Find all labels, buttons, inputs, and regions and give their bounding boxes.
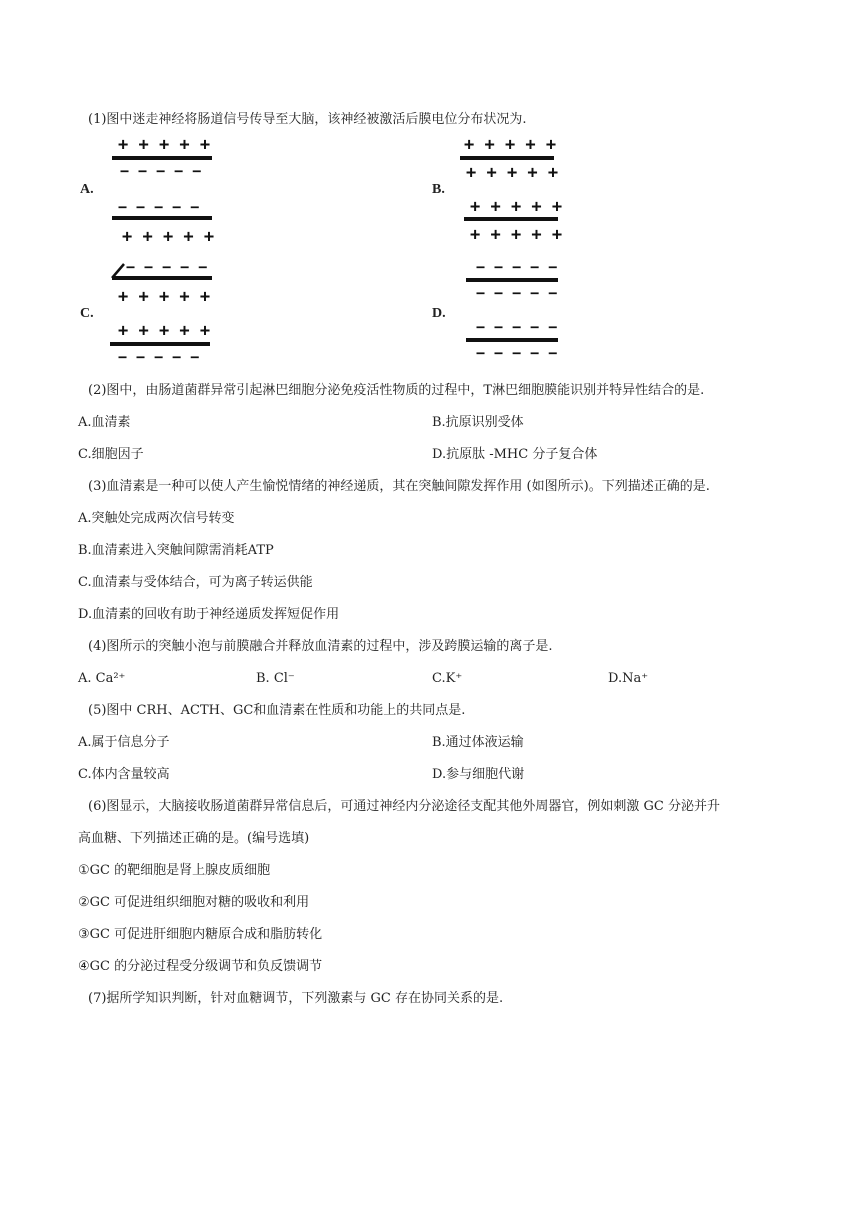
- q5-option-c: C.体内含量较高: [78, 767, 170, 782]
- q1-stem: (1)图中迷走神经将肠道信号传导至大脑，该神经被激活后膜电位分布状况为.: [88, 112, 527, 127]
- membrane-line: [466, 278, 558, 282]
- membrane-line: [464, 217, 558, 221]
- q1-option-b-label: B.: [432, 182, 445, 197]
- membrane-line: [110, 342, 210, 346]
- q7-stem: (7)据所学知识判断，针对血糖调节，下列激素与 GC 存在协同关系的是.: [88, 991, 504, 1006]
- q6-item-4: ④GC 的分泌过程受分级调节和负反馈调节: [78, 959, 323, 974]
- q6-stem-line2: 高血糖、下列描述正确的是。(编号选填): [78, 831, 310, 846]
- q4-option-b: B. Cl⁻: [256, 671, 295, 686]
- membrane-diagram-b: [458, 132, 568, 247]
- minus-row: − − − − −: [476, 344, 558, 362]
- q4-option-c: C.K⁺: [432, 671, 463, 686]
- q5-option-a: A.属于信息分子: [78, 735, 170, 750]
- minus-row: − − − − −: [476, 258, 558, 276]
- membrane-diagram-a: [108, 132, 218, 247]
- q5-stem: (5)图中 CRH、ACTH、GC和血清素在性质和功能上的共同点是.: [88, 703, 466, 718]
- membrane-diagram-c: [108, 256, 218, 366]
- plus-row: + + + + +: [464, 135, 557, 155]
- plus-row: + + + + +: [466, 163, 559, 183]
- q1-option-a-label: A.: [80, 182, 94, 197]
- q1-option-d-label: D.: [432, 306, 446, 321]
- q4-stem: (4)图所示的突触小泡与前膜融合并释放血清素的过程中，涉及跨膜运输的离子是.: [88, 639, 553, 654]
- minus-row: − − − − −: [476, 318, 558, 336]
- plus-row: + + + + +: [118, 135, 211, 155]
- membrane-line: [112, 216, 212, 220]
- plus-row: + + + + +: [118, 287, 211, 307]
- q6-item-3: ③GC 可促进肝细胞内糖原合成和脂肪转化: [78, 927, 323, 942]
- membrane-line: [112, 156, 212, 160]
- q2-option-c: C.细胞因子: [78, 447, 144, 462]
- q2-option-a: A.血清素: [78, 415, 131, 430]
- q5-option-d: D.参与细胞代谢: [432, 767, 525, 782]
- q2-option-d: D.抗原肽 -MHC 分子复合体: [432, 447, 598, 462]
- q3-option-a: A.突触处完成两次信号转变: [78, 511, 235, 526]
- q3-stem: (3)血清素是一种可以使人产生愉悦情绪的神经递质，其在突触间隙发挥作用 (如图所示)。下列描述正确的是.: [88, 479, 710, 494]
- minus-row: − − − − −: [476, 284, 558, 302]
- membrane-line: [460, 156, 554, 160]
- plus-row: + + + + +: [122, 227, 215, 247]
- q6-item-2: ②GC 可促进组织细胞对糖的吸收和利用: [78, 895, 310, 910]
- q6-item-1: ①GC 的靶细胞是肾上腺皮质细胞: [78, 863, 271, 878]
- minus-row: − − − − −: [118, 198, 200, 216]
- plus-row: + + + + +: [470, 225, 563, 245]
- minus-row: − − − − −: [120, 162, 202, 180]
- membrane-line: [466, 338, 558, 342]
- q6-stem-line1: (6)图显示，大脑接收肠道菌群异常信息后，可通过神经内分泌途径支配其他外周器官，例如刺激 GC 分泌并升: [88, 799, 721, 814]
- q5-option-b: B.通过体液运输: [432, 735, 524, 750]
- q3-option-d: D.血清素的回收有助于神经递质发挥短促作用: [78, 607, 340, 622]
- q2-option-b: B.抗原识别受体: [432, 415, 524, 430]
- membrane-fold-line: [112, 264, 124, 278]
- q4-option-a: A. Ca²⁺: [78, 671, 126, 686]
- q2-stem: (2)图中，由肠道菌群异常引起淋巴细胞分泌免疫活性物质的过程中，T淋巴细胞膜能识别并特异性结合的是.: [88, 383, 705, 398]
- q3-option-b: B.血清素进入突触间隙需消耗ATP: [78, 543, 274, 558]
- q3-option-c: C.血清素与受体结合，可为离子转运供能: [78, 575, 313, 590]
- plus-row: + + + + +: [470, 197, 563, 217]
- minus-row: − − − − −: [118, 348, 200, 366]
- plus-row: + + + + +: [118, 321, 211, 341]
- membrane-line: [112, 276, 212, 280]
- membrane-diagram-d: [462, 256, 572, 366]
- q1-option-c-label: C.: [80, 306, 94, 321]
- minus-row: − − − − −: [126, 258, 208, 276]
- q4-option-d: D.Na⁺: [608, 671, 649, 686]
